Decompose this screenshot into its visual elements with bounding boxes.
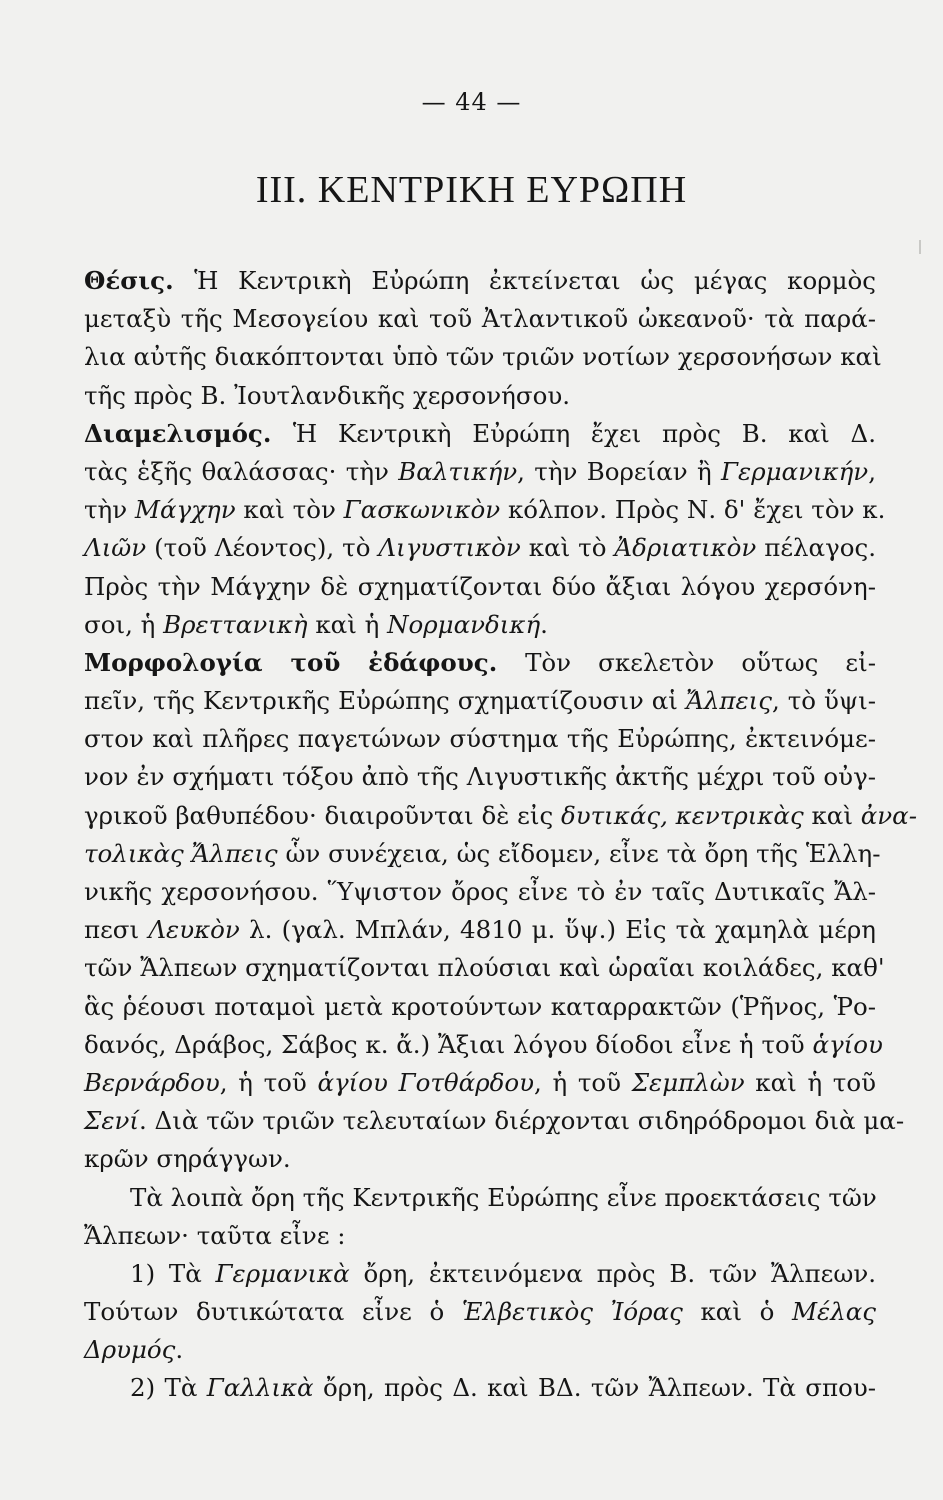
- italic-term: δυτικάς, κεντρικὰς: [560, 800, 804, 830]
- italic-term: Νορμανδική: [387, 609, 541, 639]
- text-run: , τὸ ὕψι-: [771, 686, 876, 716]
- text-run: πεῖν, τῆς Κεντρικῆς Εὐρώπης σχηματίζουσιν αἱ: [84, 686, 686, 716]
- text-run: ὄρη, πρὸς Δ. καὶ ΒΔ. τῶν Ἄλπεων. Τὰ σπου-: [313, 1373, 877, 1403]
- text-run: τῆς πρὸς Β. Ἰουτλανδικῆς χερσονήσου.: [84, 380, 571, 410]
- italic-term: τολικὰς Ἄλπεις: [84, 838, 278, 868]
- text-run: Τούτων δυτικώτατα εἶνε ὁ: [84, 1297, 462, 1327]
- text-line: [84, 1217, 876, 1255]
- italic-term: Λιῶν: [84, 533, 147, 563]
- chapter-title: III. ΚΕΝΤΡΙΚΗ ΕΥΡΩΠΗ: [255, 169, 688, 211]
- text-run: λια αὐτῆς διακόπτονται ὑπὸ τῶν τριῶν νοτίων χερσονήσων καὶ: [84, 342, 882, 372]
- text-run: 1) Τὰ: [130, 1258, 216, 1288]
- text-line: [84, 1179, 876, 1217]
- scan-mark: [919, 240, 921, 254]
- text-line: [84, 873, 876, 911]
- italic-term: Ἀδριατικὸν: [614, 533, 757, 563]
- text-run: νον ἐν σχήματι τόξου ἀπὸ τῆς Λιγυστικῆς ἀκτῆς μέχρι τοῦ οὐγ-: [84, 762, 876, 792]
- italic-term: Ἄλπεις: [685, 686, 772, 716]
- text-run: τὰς ἑξῆς θαλάσσας· τὴν: [84, 456, 399, 486]
- text-run: .: [540, 609, 548, 639]
- text-run: , τὴν Βορείαν ἢ: [517, 456, 722, 486]
- italic-term: Σεμπλὼν: [631, 1067, 745, 1097]
- text-run: στον καὶ πλῆρες παγετώνων σύστημα τῆς Εὐρώπης, ἐκτεινόμε-: [84, 724, 876, 754]
- italic-term: Σενί: [84, 1106, 139, 1136]
- text-run: καὶ: [803, 800, 861, 830]
- text-run: .: [175, 1335, 184, 1365]
- italic-term: Βερνάρδου: [84, 1067, 220, 1097]
- text-run: πέλαγος.: [756, 533, 876, 563]
- text-run: κόλπον. Πρὸς Ν. δ' ἔχει τὸν κ.: [500, 495, 886, 525]
- text-run: πεσι: [84, 915, 149, 945]
- text-line: [84, 568, 876, 606]
- italic-term: Λιγυστικὸν: [378, 533, 521, 563]
- body-text: [84, 262, 917, 1408]
- text-line: [84, 338, 882, 376]
- italic-term: Βρεττανικὴ: [163, 609, 308, 639]
- text-line: [84, 491, 886, 529]
- italic-term: ἁγίου Γοτθάρδου: [317, 1067, 535, 1097]
- text-run: νικῆς χερσονήσου. Ὕψιστον ὄρος εἶνε τὸ ἐν ταῖς Δυτικαῖς Ἄλ-: [84, 877, 876, 906]
- text-line: [84, 1369, 876, 1407]
- text-line: [84, 1140, 876, 1178]
- italic-term: Μάγχην: [134, 495, 236, 525]
- text-run: γρικοῦ βαθυπέδου· διαιροῦνται δὲ εἰς: [84, 800, 561, 830]
- text-run: , ἡ τοῦ: [219, 1067, 318, 1097]
- italic-term: Δρυμός: [84, 1335, 176, 1365]
- text-run: ὄρη, ἐκτεινόμενα πρὸς Β. τῶν Ἄλπεων.: [349, 1258, 877, 1288]
- text-line: [84, 377, 876, 415]
- text-run: καὶ τὸν: [235, 495, 344, 525]
- italic-term: Γαλλικὰ: [206, 1373, 314, 1403]
- text-line: [84, 1064, 876, 1102]
- text-run: δανός, Δράβος, Σάβος κ. ἄ.) Ἄξιαι λόγου δίοδοι εἶνε ἡ τοῦ: [84, 1029, 813, 1059]
- text-run: τῶν Ἄλπεων σχηματίζονται πλούσιαι καὶ ὡραῖαι κοιλάδες, καθ': [84, 953, 885, 983]
- italic-term: Γερμανικὰ: [215, 1258, 350, 1288]
- text-run: λ. (γαλ. Μπλάν, 4810 μ. ὕψ.) Εἰς τὰ χαμηλὰ μέρη: [239, 915, 876, 945]
- text-run: . Διὰ τῶν τριῶν τελευταίων διέρχονται σιδηρόδρομοι διὰ μα-: [138, 1106, 905, 1136]
- text-run: Ἡ Κεντρικὴ Εὐρώπη ἔχει πρὸς Β. καὶ Δ.: [292, 418, 876, 448]
- text-line: [84, 835, 881, 873]
- text-run: καὶ τὸ: [520, 533, 615, 563]
- text-line: [84, 1293, 876, 1331]
- text-line: [84, 797, 917, 835]
- section-heading: Θέσις.: [84, 266, 195, 295]
- text-line: [84, 911, 876, 949]
- text-line: [84, 988, 876, 1026]
- text-line: [84, 529, 876, 567]
- text-line: [84, 758, 876, 796]
- text-run: 2) Τὰ: [130, 1373, 207, 1403]
- text-line: [84, 300, 876, 338]
- text-run: ὧν συνέχεια, ὡς εἴδομεν, εἶνε τὰ ὄρη τῆς Ἑλλη-: [277, 838, 881, 868]
- text-line: [84, 1331, 876, 1369]
- text-run: Τὰ λοιπὰ ὄρη τῆς Κεντρικῆς Εὐρώπης εἶνε προεκτάσεις τῶν: [130, 1182, 877, 1212]
- text-run: Ἡ Κεντρικὴ Εὐρώπη ἐκτείνεται ὡς μέγας κορμὸς: [194, 266, 877, 295]
- italic-term: Βαλτικήν: [398, 456, 518, 486]
- text-line: [84, 262, 876, 300]
- text-run: ,: [868, 456, 876, 486]
- text-run: (τοῦ Λέοντος), τὸ: [146, 533, 379, 563]
- text-run: τὴν: [84, 495, 135, 525]
- italic-term: Γερμανικήν: [721, 456, 869, 486]
- text-line: [84, 682, 876, 720]
- text-line: [84, 644, 876, 682]
- text-run: Πρὸς τὴν Μάγχην δὲ σχηματίζονται δύο ἄξιαι λόγου χερσόνη-: [84, 571, 876, 601]
- section-heading: Μορφολογία τοῦ ἐδάφους.: [84, 647, 526, 677]
- text-run: σοι, ἡ: [84, 609, 164, 639]
- italic-term: Λευκὸν: [148, 915, 240, 945]
- text-run: καὶ ἡ: [307, 609, 388, 639]
- text-line: [84, 415, 876, 453]
- page-number: — 44 —: [421, 88, 522, 116]
- text-run: καὶ ἡ τοῦ: [744, 1067, 876, 1097]
- text-line: [84, 1255, 876, 1293]
- italic-term: Γασκωνικὸν: [343, 495, 501, 525]
- text-run: Ἄλπεων· ταῦτα εἶνε :: [84, 1220, 346, 1250]
- text-run: κρῶν σηράγγων.: [84, 1144, 291, 1174]
- text-run: μεταξὺ τῆς Μεσογείου καὶ τοῦ Ἀτλαντικοῦ ὠκεανοῦ· τὰ παρά-: [84, 304, 876, 334]
- text-line: [84, 606, 876, 644]
- section-heading: Διαμελισμός.: [84, 418, 293, 448]
- text-line: [84, 949, 885, 987]
- text-line: [84, 1026, 883, 1064]
- text-line: [84, 720, 876, 758]
- text-run: , ἡ τοῦ: [534, 1067, 632, 1097]
- italic-term: Μέλας: [791, 1297, 876, 1327]
- text-line: [84, 1102, 905, 1140]
- text-line: [84, 453, 876, 491]
- text-run: Τὸν σκελετὸν οὕτως εἰ-: [525, 647, 876, 677]
- text-run: ἃς ῥέουσι ποταμοὶ μετὰ κροτούντων καταρρακτῶν (Ῥῆνος, Ῥο-: [84, 991, 876, 1021]
- italic-term: ἁγίου: [812, 1029, 883, 1059]
- text-run: καὶ ὁ: [682, 1297, 792, 1327]
- italic-term: ἀνα-: [860, 800, 917, 830]
- italic-term: Ἑλβετικὸς Ἰόρας: [461, 1297, 683, 1327]
